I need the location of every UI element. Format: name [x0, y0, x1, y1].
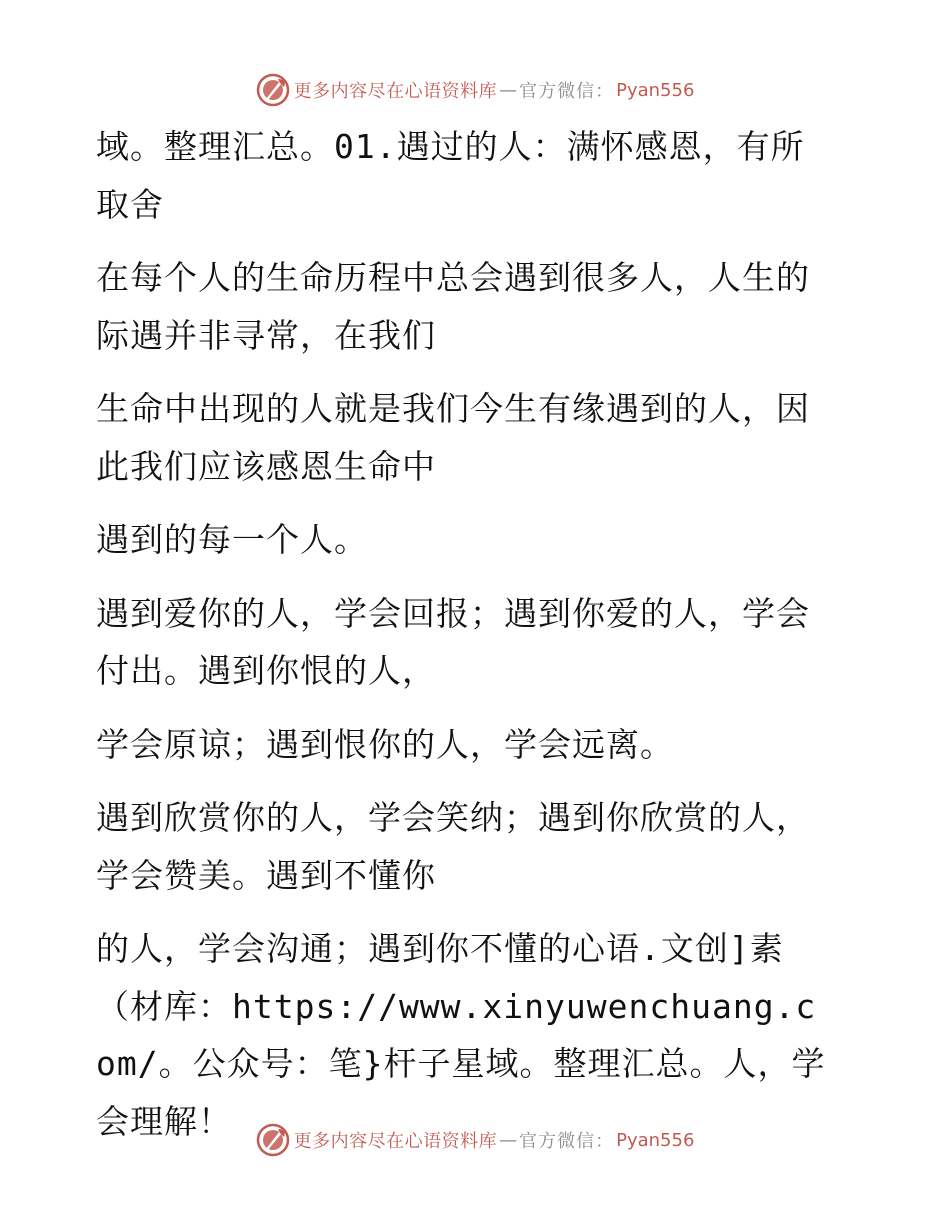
paragraph-7: 遇到欣赏你的人，学会笑纳；遇到你欣赏的人，学会赞美。遇到不懂你 — [96, 798, 810, 895]
paragraph-2: 在每个人的生命历程中总会遇到很多人，人生的际遇并非寻常，在我们 — [96, 258, 810, 355]
paragraph-5: 遇到爱你的人，学会回报；遇到你爱的人，学会付出。遇到你恨的人， — [96, 593, 810, 690]
watermark-separator: — — [499, 1129, 518, 1151]
paragraph-6: 学会原谅；遇到恨你的人，学会远离。 — [96, 724, 674, 764]
watermark-wechat-id: Pyan556 — [616, 1129, 695, 1151]
paragraph-4: 遇到的每一个人。 — [96, 520, 368, 559]
document-body — [96, 118, 836, 1150]
watermark-wechat-label: 官方微信： — [519, 1131, 615, 1152]
watermark-separator: — — [499, 79, 518, 101]
red-quill-circle-icon — [256, 73, 290, 107]
watermark-wechat-id: Pyan556 — [616, 79, 695, 101]
watermark-title: 更多内容尽在心语资料库 — [293, 1131, 498, 1152]
watermark-title: 更多内容尽在心语资料库 — [293, 81, 498, 102]
paragraph-1: 域。整理汇总。01.遇过的人：满怀感恩，有所取舍 — [96, 127, 805, 224]
header-watermark — [0, 72, 950, 108]
footer-watermark — [0, 1122, 950, 1158]
watermark-wechat-label: 官方微信： — [519, 81, 615, 102]
paragraph-8: 的人，学会沟通；遇到你不懂的心语.文创]素（材库：https://www.xinyuwenchuang.com/。公众号：笔}杆子星域。整理汇总。人，学会理解！ — [96, 929, 826, 1141]
paragraph-3: 生命中出现的人就是我们今生有缘遇到的人，因此我们应该感恩生命中 — [96, 389, 810, 486]
red-quill-circle-icon — [256, 1123, 290, 1157]
